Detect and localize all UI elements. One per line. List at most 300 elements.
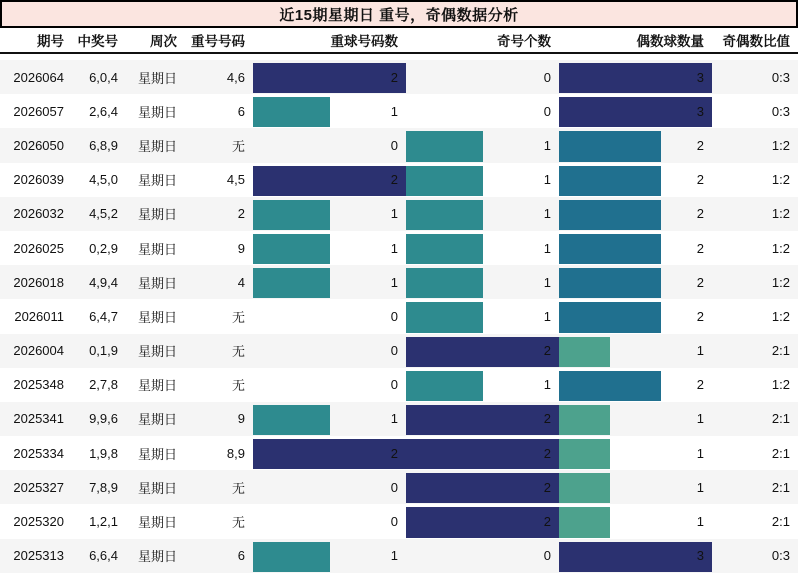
cell-repeat_count	[253, 231, 406, 265]
week-value: 星期日	[137, 480, 177, 496]
ratio-value: 0:3	[771, 103, 790, 119]
cell-ratio	[712, 94, 798, 128]
week-value: 星期日	[137, 412, 177, 428]
cell-even_count	[559, 402, 712, 436]
cell-ratio	[712, 334, 798, 368]
repeat_count-data-bar	[253, 542, 330, 572]
even_count-value: 1	[696, 343, 704, 359]
period-value: 2026039	[13, 172, 64, 188]
period-value: 2025320	[13, 514, 64, 530]
cell-winning	[72, 402, 126, 436]
week-value: 星期日	[137, 138, 177, 154]
cell-period	[0, 334, 72, 368]
cell-repeat_count	[253, 402, 406, 436]
odd_count-value: 2	[543, 343, 551, 359]
even_count-data-bar	[559, 371, 661, 401]
odd_count-value: 2	[543, 479, 551, 495]
cell-odd_count	[406, 163, 559, 197]
week-value: 星期日	[137, 70, 177, 86]
cell-ratio	[712, 504, 798, 538]
cell-repeat_count	[253, 163, 406, 197]
cell-winning	[72, 197, 126, 231]
period-value: 2025327	[13, 479, 64, 495]
odd_count-value: 1	[543, 240, 551, 256]
even_count-data-bar	[559, 507, 610, 537]
even_count-data-bar	[559, 131, 661, 161]
repeat_count-data-bar	[253, 234, 330, 264]
even_count-data-bar	[559, 439, 610, 469]
repeat_nums-value: 4	[237, 274, 245, 290]
ratio-value: 1:2	[771, 172, 790, 188]
repeat_count-value: 1	[390, 206, 398, 222]
winning-value: 6,4,7	[89, 308, 118, 324]
repeat_nums-value: 9	[237, 411, 245, 427]
cell-repeat_count	[253, 504, 406, 538]
even_count-value: 2	[696, 137, 704, 153]
cell-ratio	[712, 368, 798, 402]
repeat_count-value: 1	[390, 548, 398, 564]
cell-even_count	[559, 94, 712, 128]
cell-repeat_count	[253, 470, 406, 504]
table-row	[0, 402, 798, 436]
ratio-value: 1:2	[771, 137, 790, 153]
cell-week	[126, 128, 185, 162]
cell-winning	[72, 368, 126, 402]
cell-ratio	[712, 231, 798, 265]
table-row	[0, 504, 798, 538]
odd_count-value: 2	[543, 445, 551, 461]
cell-winning	[72, 60, 126, 94]
repeat_nums-value: 8,9	[226, 445, 245, 461]
cell-odd_count	[406, 94, 559, 128]
cell-week	[126, 504, 185, 538]
page-title: 近15期星期日 重号，奇偶数据分析	[0, 0, 798, 28]
odd_count-data-bar	[406, 166, 483, 196]
cell-period	[0, 539, 72, 573]
cell-repeat_count	[253, 334, 406, 368]
repeat_nums-value: 无	[231, 378, 245, 394]
even_count-data-bar	[559, 97, 712, 127]
winning-value: 2,7,8	[89, 377, 118, 393]
cell-period	[0, 265, 72, 299]
cell-winning	[72, 231, 126, 265]
table-row	[0, 436, 798, 470]
cell-repeat_count	[253, 368, 406, 402]
cell-even_count	[559, 470, 712, 504]
table-row	[0, 299, 798, 333]
cell-even_count	[559, 265, 712, 299]
period-value: 2026032	[13, 206, 64, 222]
cell-even_count	[559, 163, 712, 197]
even_count-value: 2	[696, 308, 704, 324]
cell-repeat_nums	[185, 504, 253, 538]
cell-odd_count	[406, 368, 559, 402]
table-header-row	[0, 28, 798, 54]
cell-ratio	[712, 539, 798, 573]
period-value: 2025313	[13, 548, 64, 564]
cell-repeat_nums	[185, 368, 253, 402]
odd_count-data-bar	[406, 507, 559, 537]
ratio-value: 1:2	[771, 240, 790, 256]
table-row	[0, 94, 798, 128]
cell-odd_count	[406, 197, 559, 231]
cell-repeat_nums	[185, 334, 253, 368]
week-value: 星期日	[137, 207, 177, 223]
even_count-value: 2	[696, 206, 704, 222]
even_count-value: 1	[696, 514, 704, 530]
odd_count-value: 0	[543, 69, 551, 85]
ratio-value: 2:1	[771, 445, 790, 461]
cell-even_count	[559, 368, 712, 402]
cell-period	[0, 94, 72, 128]
repeat_count-data-bar	[253, 405, 330, 435]
cell-repeat_nums	[185, 436, 253, 470]
week-value: 星期日	[137, 173, 177, 189]
odd_count-data-bar	[406, 200, 483, 230]
cell-repeat_nums	[185, 470, 253, 504]
even_count-data-bar	[559, 200, 661, 230]
winning-value: 2,6,4	[89, 103, 118, 119]
week-value: 星期日	[137, 241, 177, 257]
repeat_nums-value: 6	[237, 548, 245, 564]
winning-value: 4,9,4	[89, 274, 118, 290]
period-value: 2026050	[13, 137, 64, 153]
cell-odd_count	[406, 334, 559, 368]
winning-value: 4,5,0	[89, 172, 118, 188]
cell-week	[126, 197, 185, 231]
cell-winning	[72, 504, 126, 538]
even_count-data-bar	[559, 302, 661, 332]
column-header-ratio: 奇偶数比值	[722, 34, 790, 49]
table-row	[0, 368, 798, 402]
cell-ratio	[712, 197, 798, 231]
cell-repeat_nums	[185, 299, 253, 333]
winning-value: 6,8,9	[89, 137, 118, 153]
odd_count-data-bar	[406, 337, 559, 367]
cell-even_count	[559, 128, 712, 162]
even_count-value: 1	[696, 411, 704, 427]
cell-repeat_nums	[185, 231, 253, 265]
cell-repeat_nums	[185, 197, 253, 231]
cell-even_count	[559, 539, 712, 573]
repeat_nums-value: 无	[231, 138, 245, 154]
repeat_nums-value: 无	[231, 515, 245, 531]
cell-even_count	[559, 436, 712, 470]
ratio-value: 2:1	[771, 343, 790, 359]
cell-repeat_nums	[185, 163, 253, 197]
ratio-value: 1:2	[771, 274, 790, 290]
repeat_count-value: 0	[390, 479, 398, 495]
cell-repeat_count	[253, 94, 406, 128]
cell-week	[126, 163, 185, 197]
period-value: 2025341	[13, 411, 64, 427]
odd_count-data-bar	[406, 268, 483, 298]
repeat_count-value: 0	[390, 343, 398, 359]
cell-ratio	[712, 163, 798, 197]
column-header-repeat_count: 重球号码数	[330, 34, 398, 49]
cell-odd_count	[406, 128, 559, 162]
cell-winning	[72, 128, 126, 162]
table-row	[0, 128, 798, 162]
even_count-value: 2	[696, 172, 704, 188]
cell-odd_count	[406, 436, 559, 470]
period-value: 2026004	[13, 343, 64, 359]
odd_count-value: 0	[543, 103, 551, 119]
cell-winning	[72, 470, 126, 504]
cell-even_count	[559, 299, 712, 333]
cell-repeat_nums	[185, 539, 253, 573]
odd_count-data-bar	[406, 439, 559, 469]
period-value: 2026018	[13, 274, 64, 290]
even_count-data-bar	[559, 63, 712, 93]
repeat_count-data-bar	[253, 166, 406, 196]
odd_count-value: 1	[543, 206, 551, 222]
cell-winning	[72, 299, 126, 333]
winning-value: 7,8,9	[89, 479, 118, 495]
week-value: 星期日	[137, 446, 177, 462]
odd_count-data-bar	[406, 234, 483, 264]
week-value: 星期日	[137, 549, 177, 565]
cell-repeat_count	[253, 128, 406, 162]
table-row	[0, 163, 798, 197]
week-value: 星期日	[137, 309, 177, 325]
cell-period	[0, 504, 72, 538]
odd_count-value: 0	[543, 548, 551, 564]
period-value: 2025334	[13, 445, 64, 461]
odd_count-value: 1	[543, 172, 551, 188]
week-value: 星期日	[137, 275, 177, 291]
period-value: 2026064	[13, 69, 64, 85]
cell-ratio	[712, 60, 798, 94]
column-header-period: 期号	[37, 34, 64, 49]
odd_count-data-bar	[406, 302, 483, 332]
odd_count-value: 1	[543, 308, 551, 324]
even_count-value: 3	[696, 103, 704, 119]
cell-period	[0, 231, 72, 265]
repeat_count-value: 1	[390, 274, 398, 290]
repeat_nums-value: 9	[237, 240, 245, 256]
repeat_count-data-bar	[253, 63, 406, 93]
cell-week	[126, 470, 185, 504]
cell-repeat_nums	[185, 402, 253, 436]
repeat_count-value: 1	[390, 103, 398, 119]
odd_count-data-bar	[406, 473, 559, 503]
winning-value: 0,2,9	[89, 240, 118, 256]
repeat_count-value: 2	[390, 69, 398, 85]
period-value: 2026057	[13, 103, 64, 119]
cell-repeat_count	[253, 436, 406, 470]
ratio-value: 0:3	[771, 548, 790, 564]
repeat_count-data-bar	[253, 97, 330, 127]
even_count-data-bar	[559, 542, 712, 572]
repeat_count-value: 2	[390, 172, 398, 188]
repeat_nums-value: 无	[231, 344, 245, 360]
cell-period	[0, 197, 72, 231]
column-header-winning: 中奖号	[77, 34, 118, 49]
table-row	[0, 470, 798, 504]
table-row	[0, 539, 798, 573]
odd_count-value: 1	[543, 137, 551, 153]
table-body	[0, 60, 798, 573]
cell-odd_count	[406, 299, 559, 333]
cell-repeat_nums	[185, 94, 253, 128]
week-value: 星期日	[137, 104, 177, 120]
ratio-value: 1:2	[771, 206, 790, 222]
cell-even_count	[559, 60, 712, 94]
repeat_count-value: 0	[390, 137, 398, 153]
cell-week	[126, 539, 185, 573]
cell-odd_count	[406, 60, 559, 94]
cell-week	[126, 60, 185, 94]
odd_count-value: 1	[543, 274, 551, 290]
cell-repeat_count	[253, 265, 406, 299]
ratio-value: 2:1	[771, 411, 790, 427]
even_count-data-bar	[559, 234, 661, 264]
even_count-data-bar	[559, 268, 661, 298]
odd_count-data-bar	[406, 371, 483, 401]
odd_count-data-bar	[406, 131, 483, 161]
cell-odd_count	[406, 504, 559, 538]
cell-week	[126, 402, 185, 436]
cell-winning	[72, 265, 126, 299]
period-value: 2026011	[14, 308, 64, 324]
winning-value: 9,9,6	[89, 411, 118, 427]
cell-period	[0, 60, 72, 94]
table-row	[0, 60, 798, 94]
cell-winning	[72, 163, 126, 197]
cell-repeat_count	[253, 539, 406, 573]
column-header-odd_count: 奇号个数	[497, 34, 551, 49]
cell-week	[126, 334, 185, 368]
column-header-even_count: 偶数球数量	[636, 34, 704, 49]
even_count-value: 1	[696, 445, 704, 461]
week-value: 星期日	[137, 344, 177, 360]
even_count-value: 2	[696, 240, 704, 256]
cell-period	[0, 470, 72, 504]
repeat_count-value: 0	[390, 308, 398, 324]
cell-repeat_count	[253, 60, 406, 94]
cell-week	[126, 299, 185, 333]
table-row	[0, 197, 798, 231]
cell-even_count	[559, 197, 712, 231]
cell-week	[126, 436, 185, 470]
even_count-value: 2	[696, 274, 704, 290]
cell-repeat_count	[253, 197, 406, 231]
cell-week	[126, 231, 185, 265]
odd_count-data-bar	[406, 405, 559, 435]
cell-odd_count	[406, 470, 559, 504]
column-header-repeat_nums: 重号号码	[191, 34, 245, 49]
cell-ratio	[712, 128, 798, 162]
repeat_nums-value: 4,6	[226, 69, 245, 85]
repeat_count-data-bar	[253, 439, 406, 469]
cell-period	[0, 436, 72, 470]
repeat_nums-value: 4,5	[226, 172, 245, 188]
odd_count-value: 2	[543, 514, 551, 530]
cell-ratio	[712, 470, 798, 504]
ratio-value: 2:1	[771, 479, 790, 495]
ratio-value: 1:2	[771, 377, 790, 393]
odd_count-value: 1	[543, 377, 551, 393]
repeat_count-value: 1	[390, 240, 398, 256]
cell-ratio	[712, 265, 798, 299]
cell-winning	[72, 334, 126, 368]
cell-ratio	[712, 299, 798, 333]
even_count-data-bar	[559, 337, 610, 367]
table-row	[0, 265, 798, 299]
ratio-value: 2:1	[771, 514, 790, 530]
repeat_count-value: 2	[390, 445, 398, 461]
cell-odd_count	[406, 402, 559, 436]
winning-value: 4,5,2	[89, 206, 118, 222]
repeat_nums-value: 6	[237, 103, 245, 119]
cell-even_count	[559, 231, 712, 265]
repeat_count-value: 0	[390, 377, 398, 393]
ratio-value: 1:2	[771, 308, 790, 324]
cell-ratio	[712, 402, 798, 436]
even_count-value: 1	[696, 479, 704, 495]
cell-winning	[72, 436, 126, 470]
column-header-week: 周次	[150, 34, 177, 49]
cell-odd_count	[406, 539, 559, 573]
cell-week	[126, 94, 185, 128]
repeat_count-data-bar	[253, 268, 330, 298]
table-row	[0, 231, 798, 265]
cell-winning	[72, 94, 126, 128]
cell-ratio	[712, 436, 798, 470]
winning-value: 6,6,4	[89, 548, 118, 564]
repeat_count-value: 1	[390, 411, 398, 427]
period-value: 2026025	[13, 240, 64, 256]
even_count-value: 3	[696, 69, 704, 85]
period-value: 2025348	[13, 377, 64, 393]
cell-repeat_nums	[185, 128, 253, 162]
cell-even_count	[559, 334, 712, 368]
even_count-data-bar	[559, 166, 661, 196]
week-value: 星期日	[137, 378, 177, 394]
week-value: 星期日	[137, 515, 177, 531]
cell-period	[0, 128, 72, 162]
cell-repeat_nums	[185, 265, 253, 299]
cell-week	[126, 265, 185, 299]
cell-winning	[72, 539, 126, 573]
table-row	[0, 334, 798, 368]
repeat_nums-value: 无	[231, 480, 245, 496]
cell-odd_count	[406, 231, 559, 265]
even_count-data-bar	[559, 473, 610, 503]
cell-week	[126, 368, 185, 402]
repeat_count-data-bar	[253, 200, 330, 230]
cell-period	[0, 163, 72, 197]
winning-value: 1,2,1	[89, 514, 118, 530]
repeat_nums-value: 2	[237, 206, 245, 222]
ratio-value: 0:3	[771, 69, 790, 85]
repeat_nums-value: 无	[231, 309, 245, 325]
cell-even_count	[559, 504, 712, 538]
odd_count-value: 2	[543, 411, 551, 427]
winning-value: 0,1,9	[89, 343, 118, 359]
winning-value: 6,0,4	[89, 69, 118, 85]
cell-odd_count	[406, 265, 559, 299]
repeat_count-value: 0	[390, 514, 398, 530]
even_count-value: 2	[696, 377, 704, 393]
cell-period	[0, 368, 72, 402]
cell-repeat_count	[253, 299, 406, 333]
winning-value: 1,9,8	[89, 445, 118, 461]
even_count-value: 3	[696, 548, 704, 564]
cell-period	[0, 299, 72, 333]
cell-period	[0, 402, 72, 436]
